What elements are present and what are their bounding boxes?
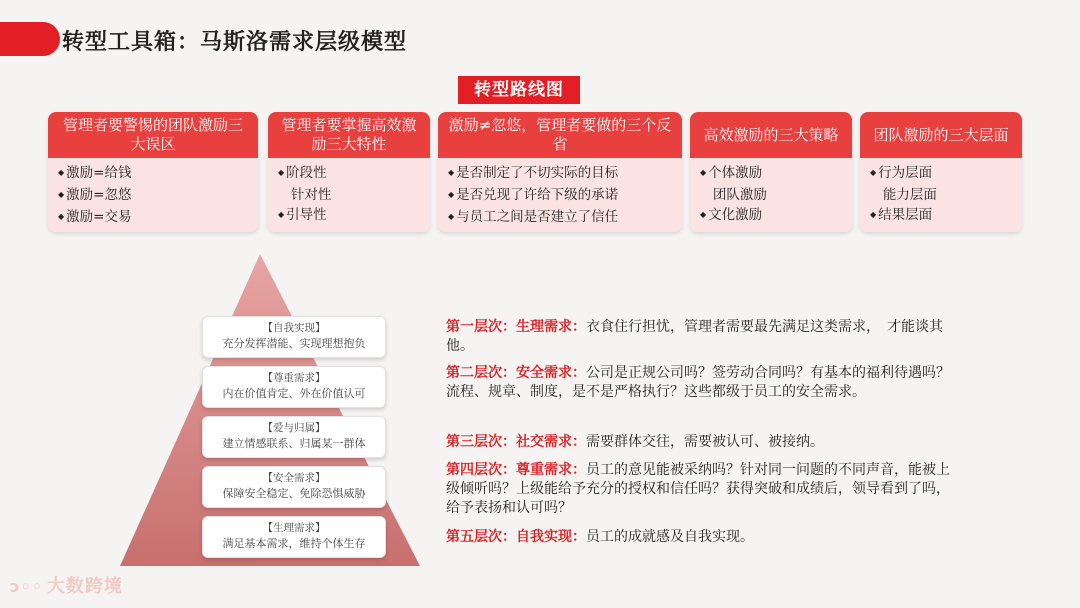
pyramid-level-safety [202, 466, 386, 508]
card-item: ◆ 与员工之间是否建立了信任 [448, 207, 672, 229]
card-item: ◆ 结果层面 [870, 205, 1012, 227]
card-item: ◆ 激励=给钱 [58, 163, 248, 185]
pyramid-level-desc: 内在价值肯定、外在价值认可 [222, 387, 366, 400]
card-item: ◆ 是否兑现了许给下级的承诺 [448, 185, 672, 207]
level-explanation [446, 318, 956, 356]
card-body [860, 158, 1022, 232]
watermark-logo [10, 572, 123, 598]
pyramid-level-desc: 充分发挥潜能、实现理想抱负 [222, 337, 366, 350]
level-text: 员工的意见能被采纳吗？针对同一问题的不同声音，能被上级倾听吗？上级能给予充分的授权和信任吗？获得突破和成绩后，领导看到了吗，给予表扬和认可吗？ [446, 462, 950, 516]
card-levels [860, 112, 1022, 232]
level-heading: 第四层次：尊重需求： [446, 462, 586, 478]
pyramid-level-title: 【尊重需求】 [262, 372, 326, 384]
level-explanation [446, 433, 956, 452]
title-accent-bar [0, 22, 60, 56]
card-body [48, 158, 258, 232]
logo-icon: ↄ◦◦ [10, 577, 43, 596]
pyramid-level-desc: 保障安全稳定、免除恐惧威胁 [222, 487, 366, 500]
watermark-text: 大数跨境 [46, 576, 123, 597]
pyramid-level-esteem [202, 366, 386, 408]
pyramid-level-title: 【安全需求】 [262, 472, 326, 484]
card-header: 高效激励的三大策略 [690, 112, 852, 158]
card-item: ◆ 激励=交易 [58, 207, 248, 229]
level-text: 员工的成就感及自我实现。 [586, 529, 754, 545]
card-header: 管理者要掌握高效激励三大特性 [268, 112, 430, 158]
page-title: 转型工具箱：马斯洛需求层级模型 [62, 30, 408, 55]
card-body [690, 158, 852, 232]
roadmap-label: 转型路线图 [458, 76, 580, 104]
level-text: 公司是正规公司吗？签劳动合同吗？有基本的福利待遇吗？流程、规章、制度，是不是严格执行？这些都级于员工的安全需求。 [446, 365, 950, 400]
card-body [438, 158, 682, 232]
card-item: ◆ 阶段性 [278, 163, 420, 185]
level-explanation [446, 364, 956, 402]
card-reflections [438, 112, 682, 232]
pyramid-level-desc: 建立情感联系、归属某一群体 [222, 437, 366, 450]
card-item: 针对性 [290, 187, 332, 203]
level-heading: 第三层次：社交需求： [446, 434, 586, 450]
card-item: ◆ 文化激励 [700, 205, 842, 227]
card-item: ◆ 引导性 [278, 205, 420, 227]
level-explanation [446, 461, 956, 518]
card-body [268, 158, 430, 232]
level-heading: 第一层次：生理需求： [446, 319, 586, 335]
card-strategies [690, 112, 852, 232]
card-item: 团队激励 [712, 187, 767, 203]
level-text: 衣食住行担忧，管理者需要最先满足这类需求， 才能谈其他。 [446, 319, 943, 354]
level-text: 需要群体交往，需要被认可、被接纳。 [586, 434, 824, 450]
card-characteristics [268, 112, 430, 232]
level-heading: 第二层次：安全需求： [446, 365, 586, 381]
card-header: 激励≠忽悠，管理者要做的三个反省 [438, 112, 682, 158]
card-item: 能力层面 [882, 187, 937, 203]
card-header: 管理者要警惕的团队激励三大误区 [48, 112, 258, 158]
level-heading: 第五层次：自我实现： [446, 529, 586, 545]
pyramid-level-title: 【生理需求】 [262, 522, 326, 534]
pyramid-level-desc: 满足基本需求，维持个体生存 [222, 537, 366, 550]
pyramid-level-title: 【自我实现】 [262, 322, 326, 334]
pyramid-level-belonging [202, 416, 386, 458]
pyramid-level-title: 【爱与归属】 [262, 422, 326, 434]
pyramid-level-physiological [202, 516, 386, 558]
card-misconceptions [48, 112, 258, 232]
pyramid-level-self-actualization [202, 316, 386, 358]
card-item: ◆ 是否制定了不切实际的目标 [448, 163, 672, 185]
card-item: ◆ 个体激励 [700, 163, 842, 185]
level-explanation [446, 528, 956, 547]
card-item: ◆ 行为层面 [870, 163, 1012, 185]
card-header: 团队激励的三大层面 [860, 112, 1022, 158]
card-item: ◆ 激励=忽悠 [58, 185, 248, 207]
